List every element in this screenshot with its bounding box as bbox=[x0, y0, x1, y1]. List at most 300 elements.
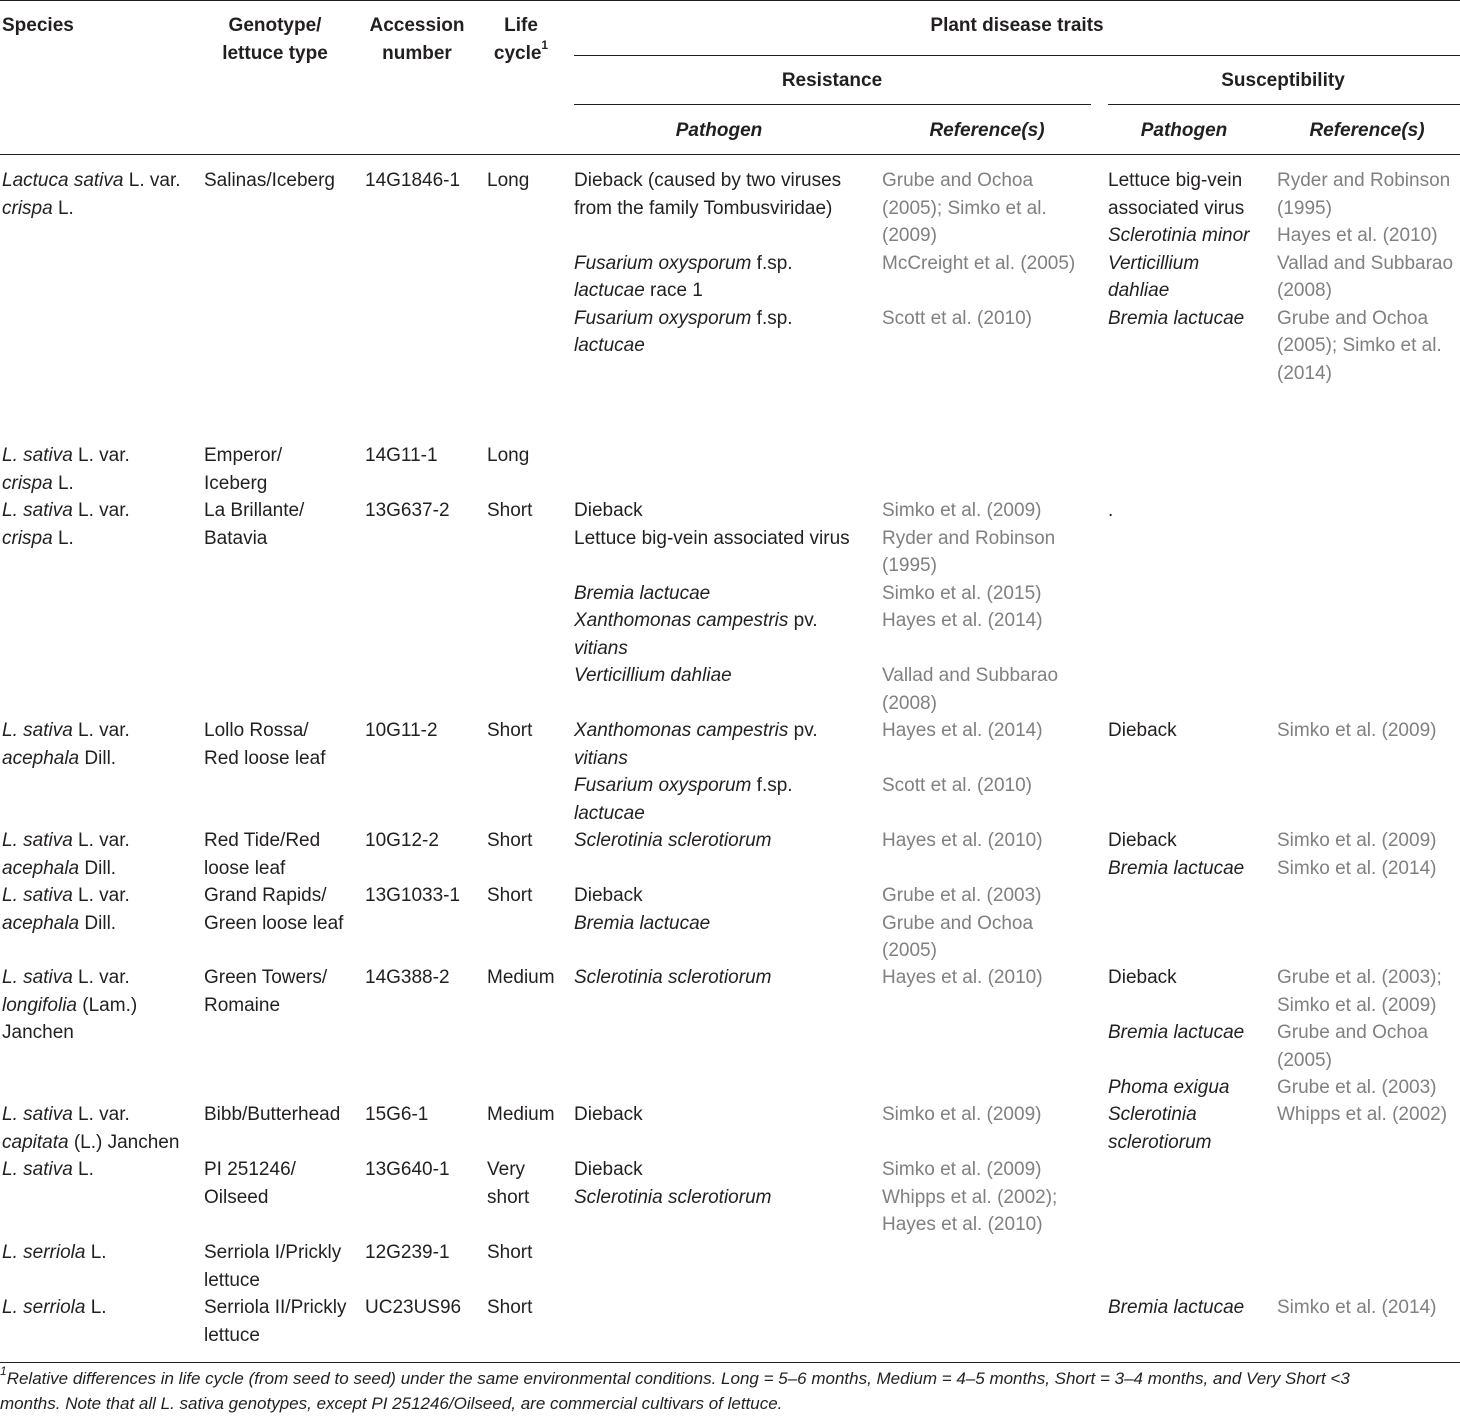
reference-line: Hayes et al. (2010) bbox=[882, 830, 1043, 851]
life-cycle-cell bbox=[487, 882, 532, 910]
reference-line: Vallad and Subbarao bbox=[1277, 252, 1454, 274]
susceptibility-rule bbox=[1108, 104, 1460, 105]
species-roman: (Lam.) bbox=[77, 994, 138, 1016]
accession-cell: 13G637-2 bbox=[365, 500, 450, 521]
pathogen-text: Dieback bbox=[1108, 720, 1177, 741]
top-rule bbox=[0, 0, 1460, 1]
pathogen-italic: vitians bbox=[574, 637, 628, 659]
life-cycle-cell bbox=[487, 1156, 529, 1211]
susceptibility-pathogen bbox=[1108, 1074, 1229, 1102]
species-line bbox=[2, 525, 130, 553]
reference-line: Ryder and Robinson bbox=[882, 527, 1056, 549]
reference-line: Hayes et al. (2010) bbox=[1277, 225, 1438, 246]
pathogen-line bbox=[1108, 222, 1250, 250]
reference-line: (1995) bbox=[882, 555, 937, 576]
pathogen-line bbox=[574, 1101, 643, 1129]
pathogen-text: Bremia lactucae bbox=[1108, 1022, 1245, 1043]
pathogen-line bbox=[1108, 1019, 1244, 1047]
species-italic: acephala bbox=[2, 912, 80, 934]
header-genotype-line2: lettuce type bbox=[222, 42, 328, 64]
resistance-pathogen bbox=[574, 525, 850, 553]
resistance-rule bbox=[574, 104, 1091, 105]
header-accession-line1: Accession bbox=[369, 15, 465, 36]
pathogen-line bbox=[574, 635, 818, 663]
genotype-cell bbox=[204, 717, 325, 772]
susceptibility-pathogen bbox=[1108, 305, 1244, 333]
pathogen-line bbox=[1108, 167, 1244, 195]
accession-cell: 10G11-2 bbox=[365, 720, 438, 741]
pathogen-line bbox=[1108, 717, 1177, 745]
resistance-reference bbox=[882, 772, 1032, 800]
species-cell bbox=[2, 442, 130, 497]
reference-line: Grube et al. (2003) bbox=[1277, 1077, 1437, 1098]
header-life-line2 bbox=[494, 40, 548, 68]
pathogen-line bbox=[574, 1184, 771, 1212]
traits-rule bbox=[574, 55, 1460, 56]
species-cell bbox=[2, 964, 137, 1047]
reference-line: (2005) bbox=[882, 940, 937, 961]
species-line bbox=[2, 910, 130, 938]
life-cycle-cell bbox=[487, 827, 532, 855]
pathogen-text: Sclerotinia sclerotiorum bbox=[574, 967, 772, 988]
pathogen-roman: f.sp. bbox=[751, 775, 793, 796]
species-cell bbox=[2, 717, 130, 772]
resistance-reference bbox=[882, 1184, 1057, 1239]
species-line bbox=[2, 167, 181, 195]
susceptibility-reference bbox=[1277, 222, 1438, 250]
resistance-pathogen bbox=[574, 497, 643, 525]
pathogen-text: Bremia lactucae bbox=[574, 582, 711, 604]
reference-line: (2008) bbox=[882, 692, 937, 714]
life-cycle-line: short bbox=[487, 1186, 530, 1208]
susceptibility-pathogen bbox=[1108, 250, 1199, 305]
resistance-reference bbox=[882, 607, 1043, 635]
pathogen-line bbox=[574, 332, 793, 360]
pathogen-line bbox=[1108, 827, 1177, 855]
reference-line: (2014) bbox=[1277, 362, 1332, 384]
susceptibility-pathogen bbox=[1108, 964, 1177, 992]
pathogen-text: Dieback bbox=[1108, 830, 1177, 851]
genotype-line: Emperor/ bbox=[204, 445, 283, 466]
pathogen-line bbox=[574, 882, 643, 910]
life-cycle-line: Medium bbox=[487, 1104, 555, 1125]
accession-cell: UC23US96 bbox=[365, 1297, 462, 1318]
species-line bbox=[2, 442, 130, 470]
header-bottom-rule bbox=[0, 154, 1460, 155]
header-res-references: Reference(s) bbox=[929, 120, 1045, 141]
species-line bbox=[2, 195, 181, 223]
species-italic: L. sativa bbox=[2, 1104, 73, 1125]
pathogen-italic: Fusarium oxysporum bbox=[574, 307, 752, 329]
species-italic: acephala bbox=[2, 747, 80, 769]
reference-line: Whipps et al. (2002); bbox=[882, 1186, 1058, 1208]
life-cycle-line: Short bbox=[487, 500, 533, 521]
susceptibility-pathogen bbox=[1108, 717, 1177, 745]
species-roman: L. bbox=[52, 472, 74, 494]
header-genotype-line1: Genotype/ bbox=[228, 15, 322, 36]
pathogen-line bbox=[574, 195, 841, 223]
pathogen-text: Verticillium bbox=[1108, 252, 1200, 274]
species-roman: (L.) Janchen bbox=[68, 1131, 180, 1153]
genotype-line: lettuce bbox=[204, 1324, 260, 1346]
species-roman: L. bbox=[72, 1159, 94, 1180]
pathogen-text: Verticillium dahliae bbox=[574, 665, 732, 686]
pathogen-line bbox=[574, 250, 793, 278]
species-italic: L. serriola bbox=[2, 1242, 86, 1263]
reference-line: (1995) bbox=[1277, 197, 1332, 219]
reference-line: Hayes et al. (2010) bbox=[882, 967, 1043, 988]
life-cycle-cell bbox=[487, 497, 532, 525]
reference-line: Grube and Ochoa bbox=[1277, 307, 1429, 329]
pathogen-text: Sclerotinia minor bbox=[1108, 225, 1250, 246]
susceptibility-reference bbox=[1277, 305, 1442, 388]
reference-line: Simko et al. (2014) bbox=[1277, 1297, 1437, 1318]
genotype-line: Oilseed bbox=[204, 1186, 269, 1208]
species-roman: L. var. bbox=[72, 967, 130, 988]
resistance-pathogen bbox=[574, 964, 771, 992]
life-cycle-cell bbox=[487, 167, 529, 195]
genotype-line: Serriola I/Prickly bbox=[204, 1242, 342, 1263]
species-italic: Lactuca sativa bbox=[2, 170, 124, 191]
header-accession-line2: number bbox=[382, 42, 452, 64]
pathogen-text: Lettuce big-vein bbox=[1108, 170, 1243, 191]
genotype-line: Lollo Rossa/ bbox=[204, 720, 309, 741]
species-italic: longifolia bbox=[2, 994, 77, 1016]
species-cell bbox=[2, 1101, 179, 1156]
species-italic: L. sativa bbox=[2, 1159, 73, 1180]
reference-line: (2005); Simko et al. bbox=[882, 197, 1047, 219]
pathogen-text: Sclerotinia sclerotiorum bbox=[574, 830, 772, 851]
pathogen-text: dahliae bbox=[1108, 280, 1170, 301]
species-line bbox=[2, 964, 137, 992]
species-cell bbox=[2, 827, 130, 882]
genotype-cell bbox=[204, 442, 282, 497]
life-cycle-cell bbox=[487, 964, 555, 992]
genotype-line: loose leaf bbox=[204, 857, 286, 879]
susceptibility-reference bbox=[1277, 167, 1450, 222]
resistance-pathogen bbox=[574, 250, 793, 305]
pathogen-roman: f.sp. bbox=[751, 307, 793, 329]
species-roman: L. bbox=[85, 1242, 107, 1263]
pathogen-line bbox=[574, 1156, 643, 1184]
table-bottom-rule bbox=[0, 1362, 1460, 1363]
genotype-line: La Brillante/ bbox=[204, 500, 305, 521]
reference-line: McCreight et al. (2005) bbox=[882, 252, 1076, 274]
species-line bbox=[2, 1294, 107, 1322]
pathogen-text: Bremia lactucae bbox=[1108, 1297, 1245, 1318]
pathogen-text: Sclerotinia sclerotiorum bbox=[574, 1186, 772, 1208]
genotype-cell bbox=[204, 827, 320, 882]
reference-line: Simko et al. (2009) bbox=[1277, 830, 1437, 851]
genotype-cell bbox=[204, 1101, 340, 1129]
susceptibility-reference bbox=[1277, 717, 1436, 745]
species-roman: L. bbox=[52, 197, 74, 219]
species-roman: L. var. bbox=[72, 500, 130, 521]
pathogen-italic: vitians bbox=[574, 747, 628, 769]
pathogen-text: Dieback bbox=[1108, 967, 1177, 988]
resistance-pathogen bbox=[574, 607, 818, 662]
resistance-reference bbox=[882, 167, 1047, 250]
pathogen-text: Bremia lactucae bbox=[1108, 857, 1245, 879]
species-roman: Dill. bbox=[79, 912, 117, 934]
resistance-pathogen bbox=[574, 580, 710, 608]
species-line bbox=[2, 1129, 179, 1157]
reference-line: (2005) bbox=[1277, 1049, 1332, 1071]
genotype-line: Green Towers/ bbox=[204, 967, 328, 988]
pathogen-line bbox=[1108, 964, 1177, 992]
pathogen-text: Dieback bbox=[574, 500, 643, 521]
life-cycle-line: Long bbox=[487, 445, 530, 466]
susceptibility-reference bbox=[1277, 1019, 1428, 1074]
genotype-line: Red loose leaf bbox=[204, 747, 326, 769]
pathogen-line bbox=[574, 800, 793, 828]
pathogen-roman: pv. bbox=[788, 610, 818, 631]
reference-line: Grube et al. (2003); bbox=[1277, 967, 1442, 988]
susceptibility-pathogen bbox=[1108, 855, 1244, 883]
reference-line: Grube and Ochoa bbox=[882, 170, 1034, 191]
species-italic: capitata bbox=[2, 1131, 69, 1153]
resistance-reference bbox=[882, 1156, 1041, 1184]
resistance-pathogen bbox=[574, 305, 793, 360]
species-roman: L. var. bbox=[123, 170, 181, 191]
susceptibility-pathogen bbox=[1108, 222, 1250, 250]
pathogen-text: Sclerotinia bbox=[1108, 1104, 1197, 1125]
species-line bbox=[2, 992, 137, 1020]
header-accession bbox=[369, 12, 464, 67]
reference-line: Ryder and Robinson bbox=[1277, 170, 1451, 191]
pathogen-line bbox=[574, 580, 710, 608]
pathogen-roman: f.sp. bbox=[751, 252, 793, 274]
pathogen-roman: pv. bbox=[788, 720, 818, 741]
pathogen-line bbox=[1108, 195, 1244, 223]
pathogen-italic: Fusarium oxysporum bbox=[574, 252, 752, 274]
pathogen-line bbox=[574, 772, 793, 800]
reference-line: Simko et al. (2009) bbox=[1277, 994, 1437, 1016]
genotype-cell bbox=[204, 964, 327, 1019]
pathogen-line bbox=[574, 827, 771, 855]
susceptibility-reference bbox=[1277, 1294, 1436, 1322]
accession-cell: 12G239-1 bbox=[365, 1242, 450, 1263]
reference-line: Grube and Ochoa bbox=[882, 912, 1034, 934]
pathogen-line bbox=[574, 717, 818, 745]
pathogen-line bbox=[1108, 1129, 1211, 1157]
accession-cell: 10G12-2 bbox=[365, 830, 439, 851]
header-resistance: Resistance bbox=[781, 70, 883, 91]
susceptibility-reference bbox=[1277, 250, 1453, 305]
resistance-pathogen bbox=[574, 717, 818, 772]
susceptibility-pathogen bbox=[1108, 1101, 1211, 1156]
species-italic: crispa bbox=[2, 472, 53, 494]
genotype-line: Serriola II/Prickly bbox=[204, 1297, 347, 1318]
species-line bbox=[2, 497, 130, 525]
species-roman: L. var. bbox=[72, 830, 130, 851]
header-life-line2-text: cycle bbox=[493, 42, 542, 64]
susceptibility-reference bbox=[1277, 855, 1436, 883]
footnote-line2: months. Note that all L. sativa genotypes, except PI 251246/Oilseed, are commercial cultivars of lettuce. bbox=[0, 1394, 783, 1413]
life-cycle-line: Short bbox=[487, 1242, 533, 1263]
genotype-line: Romaine bbox=[204, 994, 281, 1016]
susceptibility-empty-mark: . bbox=[1108, 500, 1114, 521]
resistance-reference bbox=[882, 250, 1075, 278]
pathogen-text: associated virus bbox=[1108, 197, 1245, 219]
resistance-pathogen bbox=[574, 827, 771, 855]
pathogen-italic: Xanthomonas campestris bbox=[574, 610, 789, 631]
genotype-line: Bibb/Butterhead bbox=[204, 1104, 341, 1125]
species-roman: L. var. bbox=[72, 720, 130, 741]
accession-cell: 15G6-1 bbox=[365, 1104, 429, 1125]
resistance-reference bbox=[882, 910, 1033, 965]
pathogen-text: Dieback bbox=[574, 1104, 643, 1125]
species-italic: crispa bbox=[2, 197, 53, 219]
species-line bbox=[2, 1239, 107, 1267]
pathogen-text: Dieback bbox=[574, 885, 643, 906]
header-genotype bbox=[222, 12, 328, 67]
pathogen-line bbox=[574, 607, 818, 635]
genotype-cell bbox=[204, 1156, 296, 1211]
pathogen-line bbox=[1108, 305, 1244, 333]
species-line bbox=[2, 882, 130, 910]
species-line bbox=[2, 717, 130, 745]
species-roman: L. bbox=[52, 527, 74, 549]
pathogen-line bbox=[574, 497, 643, 525]
reference-line: Simko et al. (2009) bbox=[882, 1159, 1042, 1180]
pathogen-line bbox=[574, 662, 732, 690]
pathogen-italic: Xanthomonas campestris bbox=[574, 720, 789, 741]
genotype-cell bbox=[204, 497, 304, 552]
species-roman: Dill. bbox=[79, 857, 117, 879]
footnote-line1-text: Relative differences in life cycle (from seed to seed) under the same environmental conditions. Long = 5–6 months, Medium = 4–5 months, Short = 3–4 months, and Very Short <3 bbox=[6, 1369, 1350, 1388]
reference-line: Whipps et al. (2002) bbox=[1277, 1104, 1448, 1125]
species-italic: crispa bbox=[2, 527, 53, 549]
reference-line: Hayes et al. (2014) bbox=[882, 610, 1043, 631]
resistance-reference bbox=[882, 1101, 1041, 1129]
species-cell bbox=[2, 497, 130, 552]
species-italic: L. sativa bbox=[2, 830, 73, 851]
header-life-line1: Life bbox=[504, 15, 538, 36]
pathogen-line bbox=[574, 745, 818, 773]
pathogen-text: Lettuce big-vein associated virus bbox=[574, 527, 850, 549]
reference-line: Grube et al. (2003) bbox=[882, 885, 1042, 906]
pathogen-italic: lactucae bbox=[574, 280, 645, 301]
reference-line: Simko et al. (2009) bbox=[882, 500, 1042, 521]
resistance-pathogen bbox=[574, 1184, 771, 1212]
susceptibility-reference bbox=[1277, 1074, 1436, 1102]
pathogen-text: sclerotiorum bbox=[1108, 1131, 1212, 1153]
header-species: Species bbox=[2, 15, 74, 36]
resistance-reference bbox=[882, 964, 1043, 992]
accession-cell: 14G1846-1 bbox=[365, 170, 461, 191]
species-cell bbox=[2, 1294, 107, 1322]
species-italic: L. sativa bbox=[2, 445, 73, 466]
life-cycle-line: Short bbox=[487, 885, 533, 906]
species-italic: L. sativa bbox=[2, 885, 73, 906]
reference-line: (2008) bbox=[1277, 280, 1332, 301]
life-cycle-line: Very bbox=[487, 1159, 526, 1180]
genotype-line: lettuce bbox=[204, 1269, 260, 1291]
reference-line: Grube and Ochoa bbox=[1277, 1022, 1429, 1043]
pathogen-italic: Fusarium oxysporum bbox=[574, 775, 752, 796]
species-cell bbox=[2, 1156, 94, 1184]
header-sus-pathogen: Pathogen bbox=[1140, 120, 1228, 141]
susceptibility-pathogen bbox=[1108, 1019, 1244, 1047]
pathogen-line bbox=[1108, 1101, 1211, 1129]
header-life-footnote-mark: 1 bbox=[541, 38, 549, 53]
susceptibility-pathogen bbox=[1108, 1294, 1244, 1322]
species-cell bbox=[2, 882, 130, 937]
genotype-cell bbox=[204, 167, 335, 195]
species-line bbox=[2, 855, 130, 883]
life-cycle-line: Short bbox=[487, 720, 533, 741]
species-roman: Dill. bbox=[79, 747, 117, 769]
susceptibility-reference bbox=[1277, 964, 1442, 1019]
resistance-pathogen bbox=[574, 910, 710, 938]
species-italic: acephala bbox=[2, 857, 80, 879]
life-cycle-line: Short bbox=[487, 1297, 533, 1318]
species-line bbox=[2, 1101, 179, 1129]
accession-cell: 13G640-1 bbox=[365, 1159, 450, 1180]
resistance-reference bbox=[882, 882, 1041, 910]
susceptibility-reference bbox=[1277, 1101, 1447, 1129]
resistance-reference bbox=[882, 497, 1041, 525]
reference-line: Vallad and Subbarao bbox=[882, 665, 1059, 686]
susceptibility-reference bbox=[1277, 827, 1436, 855]
reference-line: Scott et al. (2010) bbox=[882, 775, 1032, 796]
pathogen-text: Phoma exigua bbox=[1108, 1077, 1230, 1098]
resistance-reference bbox=[882, 827, 1043, 855]
resistance-reference bbox=[882, 662, 1058, 717]
header-plant-disease-traits: Plant disease traits bbox=[930, 15, 1104, 36]
species-line bbox=[2, 1019, 137, 1047]
species-line bbox=[2, 1156, 94, 1184]
pathogen-text: Dieback bbox=[574, 1159, 643, 1180]
genotype-cell bbox=[204, 882, 343, 937]
genotype-cell bbox=[204, 1294, 347, 1349]
pathogen-line bbox=[1108, 1294, 1244, 1322]
reference-line: Simko et al. (2009) bbox=[882, 1104, 1042, 1125]
species-roman: L. var. bbox=[72, 885, 130, 906]
resistance-pathogen bbox=[574, 772, 793, 827]
life-cycle-cell bbox=[487, 1239, 532, 1267]
life-cycle-cell bbox=[487, 442, 529, 470]
reference-line: Scott et al. (2010) bbox=[882, 307, 1032, 329]
resistance-pathogen bbox=[574, 882, 643, 910]
reference-line: Hayes et al. (2014) bbox=[882, 720, 1043, 741]
reference-line: (2005); Simko et al. bbox=[1277, 335, 1442, 356]
reference-line: (2009) bbox=[882, 225, 937, 246]
life-cycle-line: Medium bbox=[487, 967, 555, 988]
genotype-line: Red Tide/Red bbox=[204, 830, 321, 851]
pathogen-text: Bremia lactucae bbox=[574, 912, 711, 934]
susceptibility-pathogen bbox=[1108, 827, 1177, 855]
footnote bbox=[0, 1366, 1460, 1416]
resistance-pathogen bbox=[574, 1156, 643, 1184]
genotype-line: Batavia bbox=[204, 527, 268, 549]
pathogen-roman: race 1 bbox=[644, 280, 703, 301]
species-cell bbox=[2, 1239, 107, 1267]
accession-cell: 14G388-2 bbox=[365, 967, 450, 988]
pathogen-line bbox=[574, 525, 850, 553]
genotype-cell bbox=[204, 1239, 341, 1294]
pathogen-line bbox=[1108, 277, 1199, 305]
pathogen-text: Bremia lactucae bbox=[1108, 307, 1245, 329]
reference-line: Simko et al. (2009) bbox=[1277, 720, 1437, 741]
genotype-line: Green loose leaf bbox=[204, 912, 344, 934]
pathogen-line bbox=[574, 910, 710, 938]
reference-line: Hayes et al. (2010) bbox=[882, 1214, 1043, 1235]
footnote-mark: 1 bbox=[0, 1364, 7, 1379]
susceptibility-pathogen bbox=[1108, 167, 1244, 222]
species-line bbox=[2, 745, 130, 773]
